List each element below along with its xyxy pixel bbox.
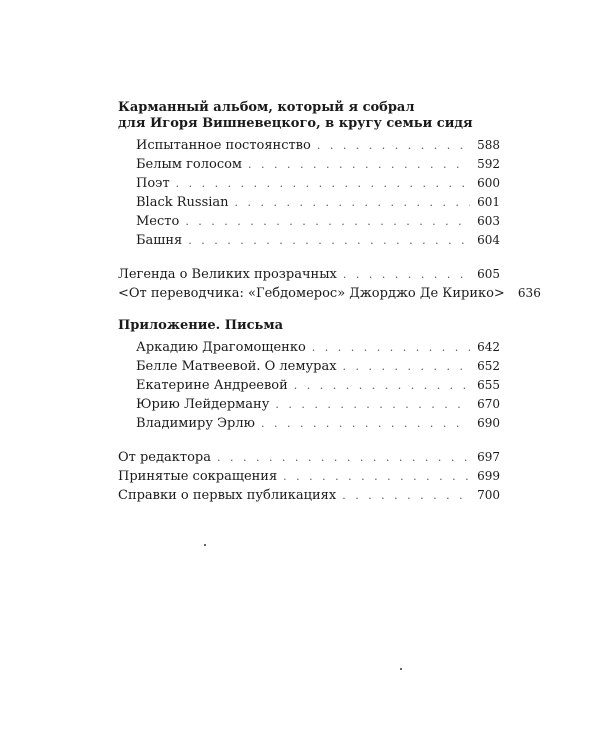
toc-entry[interactable] [118, 212, 500, 231]
entry-label: Белым голосом [136, 157, 243, 172]
entry-label: <От переводчика: «Гебдомерос» Джорджо Де Кирико> [118, 286, 505, 301]
dot-leader [248, 155, 470, 174]
page-number: 642 [477, 340, 500, 354]
dot-leader [343, 265, 470, 284]
page-number: 670 [477, 397, 500, 411]
entry-label: Принятые сокращения [118, 469, 278, 484]
page-number: 655 [477, 378, 500, 392]
entry-label: Аркадию Драгомощенко [136, 340, 306, 355]
scan-speck [204, 544, 206, 546]
toc-entry[interactable] [118, 467, 500, 486]
section-pocket-album [118, 100, 500, 250]
toc-entry[interactable] [118, 136, 500, 155]
dot-leader [188, 231, 470, 250]
dot-leader [185, 212, 470, 231]
toc-entry[interactable] [118, 338, 500, 357]
page-number: 700 [477, 488, 500, 502]
section-legend [118, 265, 541, 303]
section-appendix-letters [118, 318, 500, 433]
entry-label: От редактора [118, 450, 211, 465]
section-title: Приложение. Письма [118, 318, 284, 333]
section-title: Карманный альбом, который я собрал [118, 100, 415, 115]
toc-entry[interactable] [118, 193, 500, 212]
dot-leader [294, 376, 470, 395]
dot-leader [343, 357, 470, 376]
dot-leader [235, 193, 470, 212]
scan-speck [400, 668, 402, 670]
dot-leader [217, 448, 470, 467]
page-number: 592 [477, 157, 500, 171]
page-number: 604 [477, 233, 500, 247]
toc-entry[interactable] [118, 155, 500, 174]
entry-label: Екатерине Андреевой [136, 378, 288, 393]
toc-entry[interactable] [118, 357, 500, 376]
page-number: 605 [477, 267, 500, 281]
page-number: 636 [517, 286, 541, 300]
entry-label: Белле Матвеевой. О лемурах [136, 359, 337, 374]
dot-leader [261, 414, 470, 433]
section-back-matter [118, 448, 500, 505]
entry-label: Место [136, 214, 180, 229]
toc-entry[interactable] [118, 376, 500, 395]
toc-entry[interactable] [118, 174, 500, 193]
toc-entry[interactable] [118, 265, 500, 284]
dot-leader [176, 174, 470, 193]
entry-label: Юрию Лейдерману [136, 397, 270, 412]
toc-entry[interactable] [118, 486, 500, 505]
entry-label: Башня [136, 233, 183, 248]
entry-label: Испытанное постоянство [136, 138, 311, 153]
table-of-contents [118, 100, 541, 505]
dot-leader [275, 395, 470, 414]
page-number: 699 [477, 469, 500, 483]
entry-label: Легенда о Великих прозрачных [118, 267, 337, 282]
dot-leader [342, 486, 470, 505]
section-title-line-2: для Игоря Вишневецкого, в кругу семьи сидя [118, 116, 473, 131]
page-number: 600 [477, 176, 500, 190]
page-number: 690 [477, 416, 500, 430]
entry-label: Black Russian [136, 195, 229, 210]
page-number: 697 [477, 450, 500, 464]
entry-label: Владимиру Эрлю [136, 416, 255, 431]
dot-leader [312, 338, 470, 357]
entry-label: Справки о первых публикациях [118, 488, 337, 503]
toc-entry[interactable] [118, 284, 541, 303]
toc-entry[interactable] [118, 448, 500, 467]
page-number: 588 [477, 138, 500, 152]
dot-leader [317, 136, 470, 155]
dot-leader [283, 467, 470, 486]
toc-entry[interactable] [118, 231, 500, 250]
page-number: 601 [477, 195, 500, 209]
page-number: 652 [477, 359, 500, 373]
page-number: 603 [477, 214, 500, 228]
toc-entry[interactable] [118, 395, 500, 414]
entry-label: Поэт [136, 176, 170, 191]
toc-entry[interactable] [118, 414, 500, 433]
